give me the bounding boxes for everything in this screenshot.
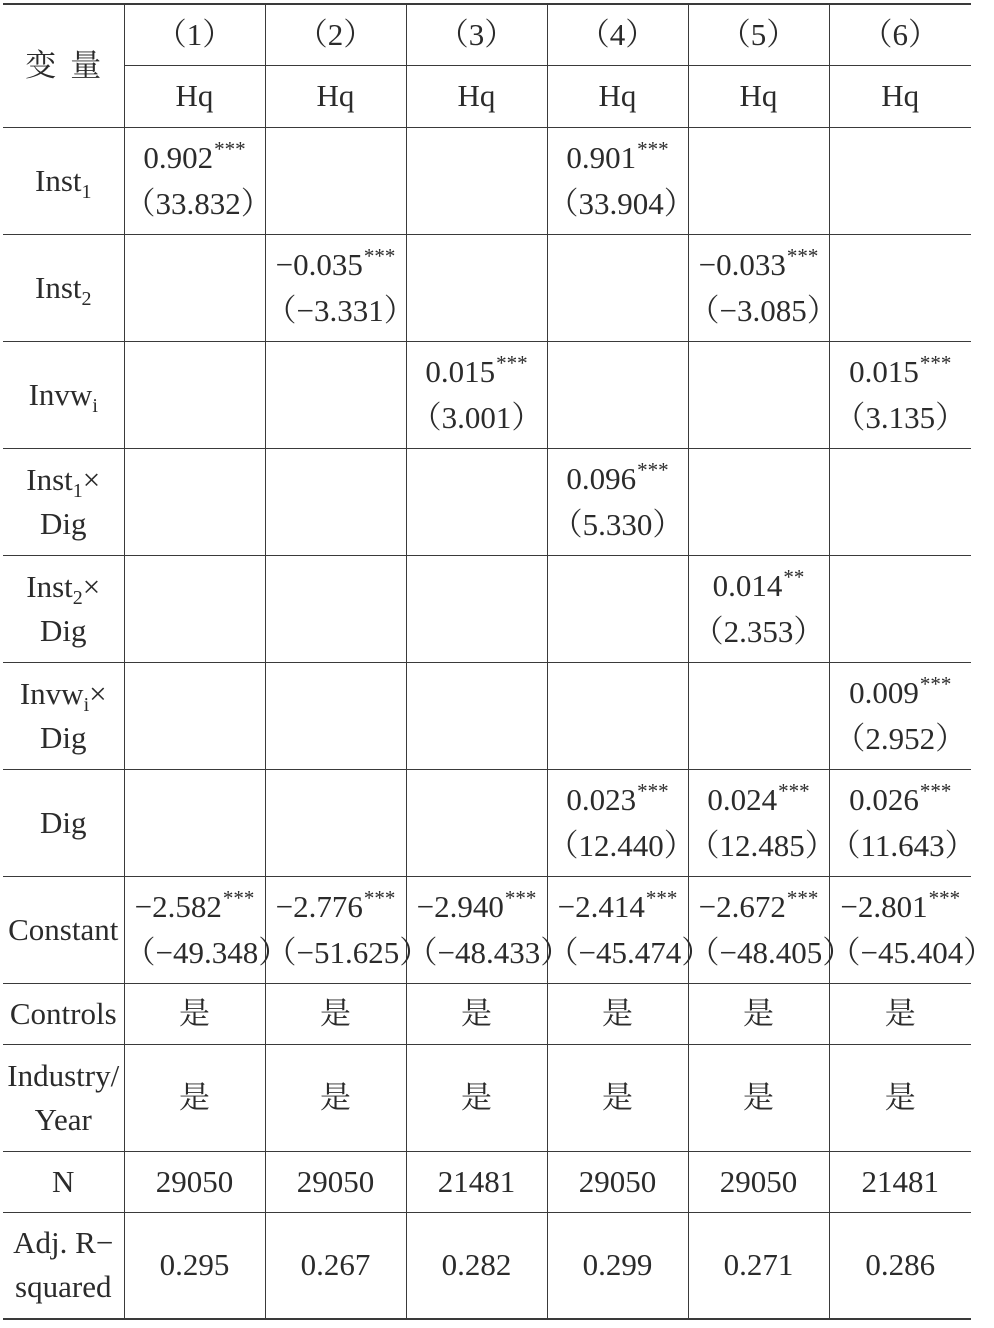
coefficient-cell <box>547 555 688 662</box>
t-statistic: （−3.331） <box>265 292 415 328</box>
column-number-header: （1） <box>124 4 265 65</box>
coefficient-value: −2.776 <box>275 888 363 924</box>
significance-stars: *** <box>637 137 669 162</box>
coefficient-cell <box>688 555 829 662</box>
significance-stars: *** <box>504 886 537 911</box>
footer-value-cell: 29050 <box>265 1151 406 1212</box>
coefficient-cell <box>265 127 406 234</box>
footer-label-line2: Year <box>34 1101 92 1137</box>
coefficient-value: −0.033 <box>698 246 786 282</box>
coefficient-value: 0.026 <box>849 781 919 817</box>
variable-header-label: 变量 <box>25 47 116 83</box>
footer-value-cell: 是 <box>124 1044 265 1151</box>
footer-value-cell: 是 <box>406 983 547 1044</box>
coefficient-cell <box>688 341 829 448</box>
coefficient-cell <box>406 127 547 234</box>
coefficient-cell <box>124 234 265 341</box>
row-label <box>3 769 124 876</box>
coefficient-value: 0.023 <box>566 781 637 817</box>
coefficient-cell <box>406 876 572 983</box>
significance-stars: *** <box>786 244 819 269</box>
t-statistic: （12.440） <box>547 827 695 863</box>
coefficient-cell <box>688 662 829 769</box>
coefficient-value: 0.902 <box>143 139 214 175</box>
significance-stars: *** <box>919 672 952 697</box>
row-label-main: Inst <box>26 568 73 604</box>
footer-value-cell: 21481 <box>406 1151 547 1212</box>
row-label-subscript: 2 <box>81 287 92 310</box>
footer-value-cell: 0.267 <box>265 1212 406 1319</box>
coefficient-cell <box>265 876 431 983</box>
footer-label-line1: Industry/ <box>7 1057 120 1093</box>
row-label <box>3 876 124 983</box>
row-label-main: Inst <box>35 269 82 305</box>
row-label-line <box>3 159 124 203</box>
footer-value-cell: 0.299 <box>547 1212 688 1319</box>
t-statistic: （−51.625） <box>265 934 431 970</box>
coefficient-value: 0.015 <box>849 353 919 389</box>
footer-value-cell: 是 <box>688 983 829 1044</box>
footer-value-cell: 0.282 <box>406 1212 547 1319</box>
row-label <box>3 555 124 662</box>
coefficient-line <box>407 884 547 930</box>
footer-value-cell: 是 <box>547 983 688 1044</box>
significance-stars: *** <box>928 886 961 911</box>
t-statistic: （12.485） <box>688 827 836 863</box>
coefficient-line <box>125 884 265 930</box>
coefficient-line <box>830 670 972 716</box>
coefficient-value: 0.009 <box>849 674 919 710</box>
footer-value-cell: 0.271 <box>688 1212 829 1319</box>
coefficient-cell <box>547 662 688 769</box>
row-label-line <box>3 373 124 417</box>
row-label-line <box>3 801 124 845</box>
coefficient-value: 0.014 <box>712 567 783 603</box>
row-label-line2: Dig <box>40 719 87 755</box>
coefficient-line <box>830 884 972 930</box>
coefficient-line <box>125 135 265 181</box>
significance-stars: *** <box>637 458 669 483</box>
t-statistic: （−48.405） <box>688 934 854 970</box>
coefficient-cell <box>124 876 290 983</box>
coefficient-cell <box>124 127 272 234</box>
coefficient-value: −2.582 <box>134 888 222 924</box>
row-label-line2: Dig <box>40 612 87 648</box>
coefficient-cell <box>265 662 406 769</box>
coefficient-value: 0.024 <box>707 781 778 817</box>
coefficient-line <box>548 456 688 502</box>
coefficient-cell <box>124 662 265 769</box>
dependent-variable-header: Hq <box>688 65 829 127</box>
row-label-line <box>3 266 124 310</box>
coefficient-value: −2.672 <box>698 888 786 924</box>
coefficient-line <box>548 135 688 181</box>
coefficient-line <box>548 777 688 823</box>
t-statistic: （2.353） <box>692 613 825 649</box>
coefficient-cell <box>265 769 406 876</box>
coefficient-cell <box>547 341 688 448</box>
coefficient-value: −2.414 <box>557 888 645 924</box>
t-statistic: （−45.474） <box>547 934 713 970</box>
row-label-subscript: 2 <box>72 586 83 609</box>
row-label <box>3 341 124 448</box>
coefficient-cell <box>547 127 695 234</box>
row-label <box>3 448 124 555</box>
t-statistic: （33.904） <box>547 185 695 221</box>
coefficient-cell <box>124 769 265 876</box>
coefficient-cell <box>265 448 406 555</box>
coefficient-cell <box>829 341 971 448</box>
row-label-subscript: i <box>83 693 90 716</box>
coefficient-value: 0.901 <box>566 139 637 175</box>
coefficient-line <box>830 777 972 823</box>
coefficient-cell <box>829 127 971 234</box>
footer-row-label <box>3 1212 124 1319</box>
coefficient-cell <box>829 448 971 555</box>
coefficient-cell <box>124 448 265 555</box>
coefficient-cell <box>547 876 713 983</box>
dependent-variable-header: Hq <box>406 65 547 127</box>
footer-label-line1: N <box>52 1163 75 1199</box>
footer-value-cell: 29050 <box>688 1151 829 1212</box>
footer-row-label <box>3 983 124 1044</box>
footer-value-cell: 是 <box>547 1044 688 1151</box>
row-label <box>3 127 124 234</box>
significance-stars: *** <box>919 779 952 804</box>
row-label-times: × <box>82 461 101 497</box>
coefficient-cell <box>406 341 547 448</box>
coefficient-value: −2.801 <box>840 888 928 924</box>
significance-stars: *** <box>637 779 669 804</box>
coefficient-cell <box>124 555 265 662</box>
coefficient-cell <box>406 234 547 341</box>
coefficient-cell <box>829 769 976 876</box>
footer-value-cell: 是 <box>688 1044 829 1151</box>
row-label <box>3 662 124 769</box>
t-statistic: （−49.348） <box>124 934 290 970</box>
coefficient-line <box>266 884 406 930</box>
row-label-times: × <box>89 675 107 711</box>
row-label-main: Dig <box>40 804 87 840</box>
significance-stars: *** <box>222 886 255 911</box>
row-label-main: Inst <box>26 461 73 497</box>
row-label <box>3 234 124 341</box>
coefficient-cell <box>688 127 829 234</box>
t-statistic: （−48.433） <box>406 934 572 970</box>
coefficient-value: 0.015 <box>425 353 496 389</box>
t-statistic: （3.135） <box>834 399 967 435</box>
coefficient-cell <box>547 448 688 555</box>
coefficient-line <box>689 563 829 609</box>
footer-value-cell: 0.295 <box>124 1212 265 1319</box>
dependent-variable-header: Hq <box>124 65 265 127</box>
row-label-subscript: 1 <box>81 180 92 203</box>
row-label-line <box>3 908 124 952</box>
row-label-main: Inst <box>35 162 82 198</box>
footer-value-cell: 是 <box>265 983 406 1044</box>
coefficient-cell <box>406 448 547 555</box>
significance-stars: *** <box>363 244 396 269</box>
footer-value-cell: 是 <box>265 1044 406 1151</box>
row-label-main: Invw <box>28 376 93 412</box>
coefficient-cell <box>547 769 695 876</box>
coefficient-cell <box>406 662 547 769</box>
coefficient-value: −2.940 <box>416 888 504 924</box>
footer-label-line1: Controls <box>9 995 117 1031</box>
coefficient-cell <box>829 876 994 983</box>
footer-value-cell: 29050 <box>547 1151 688 1212</box>
row-label-line2: Dig <box>40 505 87 541</box>
coefficient-line <box>830 349 972 395</box>
t-statistic: （5.330） <box>551 506 684 542</box>
significance-stars: *** <box>214 137 246 162</box>
column-number-header: （6） <box>829 4 971 65</box>
coefficient-cell <box>829 662 971 769</box>
coefficient-cell <box>406 555 547 662</box>
coefficient-cell <box>547 234 688 341</box>
footer-value-cell: 是 <box>829 1044 971 1151</box>
variable-header-cell <box>3 4 124 127</box>
significance-stars: *** <box>496 351 528 376</box>
coefficient-cell <box>265 234 415 341</box>
coefficient-value: 0.096 <box>566 460 637 496</box>
significance-stars: ** <box>783 565 805 590</box>
column-number-header: （5） <box>688 4 829 65</box>
coefficient-cell <box>829 555 971 662</box>
footer-row-label <box>3 1044 124 1151</box>
significance-stars: *** <box>786 886 819 911</box>
footer-value-cell: 29050 <box>124 1151 265 1212</box>
row-label-main: Constant <box>8 911 119 947</box>
dependent-variable-header: Hq <box>829 65 971 127</box>
coefficient-line <box>689 884 829 930</box>
coefficient-line <box>548 884 688 930</box>
footer-value-cell: 是 <box>829 983 971 1044</box>
significance-stars: *** <box>919 351 952 376</box>
t-statistic: （−3.085） <box>688 292 838 328</box>
significance-stars: *** <box>778 779 810 804</box>
coefficient-cell <box>688 234 838 341</box>
coefficient-cell <box>124 341 265 448</box>
regression-table <box>3 3 994 1320</box>
t-statistic: （33.832） <box>124 185 272 221</box>
row-label-subscript: i <box>92 394 98 417</box>
coefficient-cell <box>688 448 829 555</box>
row-label-subscript: 1 <box>72 479 83 502</box>
t-statistic: （2.952） <box>834 720 967 756</box>
column-number-header: （2） <box>265 4 406 65</box>
footer-row-label <box>3 1151 124 1212</box>
coefficient-cell <box>688 769 836 876</box>
column-number-header: （4） <box>547 4 688 65</box>
dependent-variable-header: Hq <box>265 65 406 127</box>
footer-value-cell: 是 <box>124 983 265 1044</box>
coefficient-cell <box>265 341 406 448</box>
t-statistic: （11.643） <box>829 827 976 863</box>
footer-label-line1: Adj. R− <box>13 1225 114 1261</box>
row-label-times: × <box>82 568 101 604</box>
coefficient-line <box>407 349 547 395</box>
footer-value-cell: 是 <box>406 1044 547 1151</box>
coefficient-line <box>689 242 829 288</box>
coefficient-line <box>689 777 829 823</box>
t-statistic: （−45.404） <box>829 934 994 970</box>
footer-label-line2: squared <box>15 1269 112 1305</box>
significance-stars: *** <box>645 886 678 911</box>
t-statistic: （3.001） <box>410 399 543 435</box>
significance-stars: *** <box>363 886 396 911</box>
row-label-line <box>3 458 124 502</box>
coefficient-cell <box>688 876 854 983</box>
footer-value-cell: 21481 <box>829 1151 971 1212</box>
coefficient-cell <box>406 769 547 876</box>
coefficient-cell <box>829 234 971 341</box>
column-number-header: （3） <box>406 4 547 65</box>
row-label-main: Invw <box>19 675 84 711</box>
coefficient-value: −0.035 <box>275 246 363 282</box>
footer-value-cell: 0.286 <box>829 1212 971 1319</box>
coefficient-cell <box>265 555 406 662</box>
row-label-line <box>3 672 124 716</box>
dependent-variable-header: Hq <box>547 65 688 127</box>
coefficient-line <box>266 242 406 288</box>
row-label-line <box>3 565 124 609</box>
